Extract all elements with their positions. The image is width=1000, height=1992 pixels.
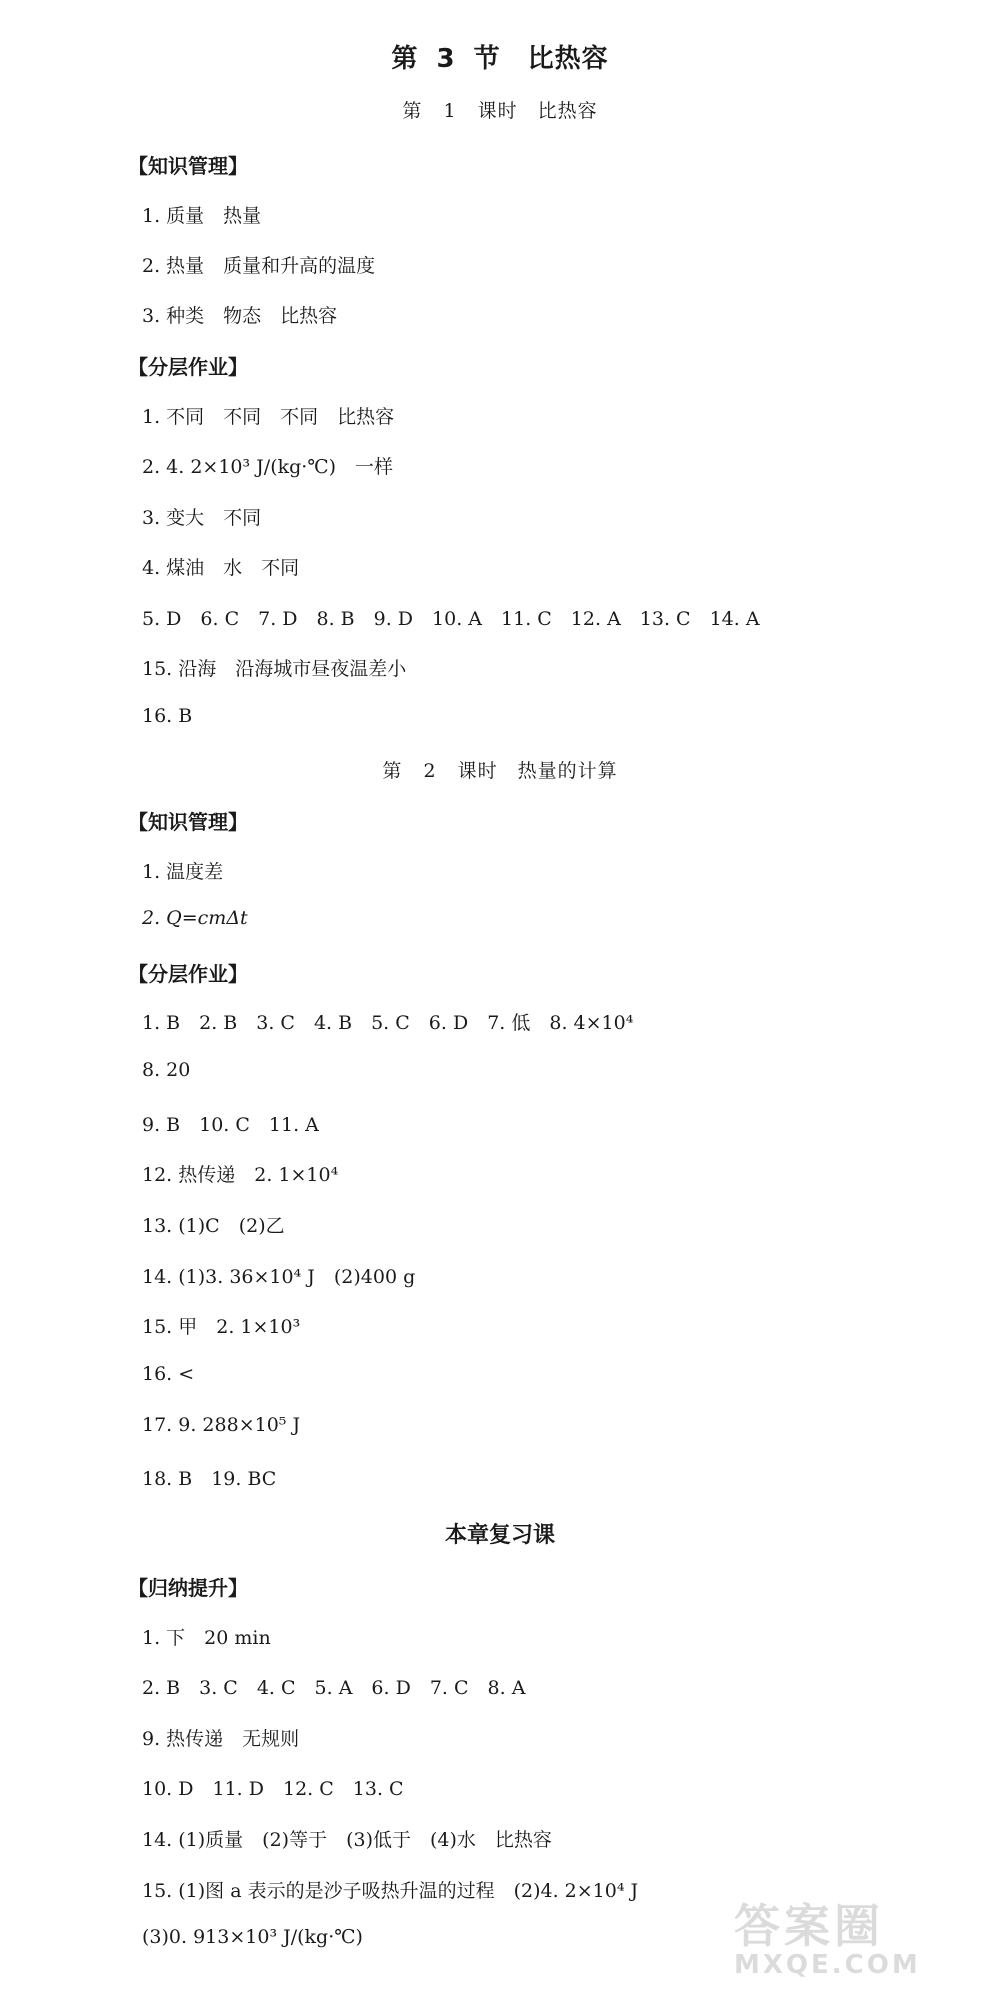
lesson-2-homework-item: 1. B 2. B 3. C 4. B 5. C 6. D 7. 低 8. 4×10⁴: [142, 1012, 634, 1034]
lesson-2-homework-item: 15. 甲 2. 1×10³: [142, 1316, 301, 1338]
lesson-2-title: 第 2 课时 热量的计算: [382, 760, 618, 782]
lesson-2-homework-item: 9. B 10. C 11. A: [142, 1114, 319, 1136]
lesson-2-homework-item: 17. 9. 288×10⁵ J: [142, 1414, 301, 1436]
review-item: 2. B 3. C 4. C 5. A 6. D 7. C 8. A: [142, 1677, 526, 1699]
site-watermark: [734, 1890, 964, 1982]
review-item: 9. 热传递 无规则: [142, 1728, 300, 1750]
lesson-1-title: 第 1 课时 比热容: [402, 100, 598, 122]
review-item: 1. 下 20 min: [142, 1627, 271, 1649]
review-item: (3)0. 913×10³ J/(kg·℃): [142, 1926, 363, 1948]
lesson-2-homework-item: 8. 20: [142, 1059, 191, 1081]
watermark-url: MXQE.COM: [734, 1950, 921, 1980]
watermark-logo-text: 答案圈: [734, 1899, 884, 1953]
review-summary-heading: 【归纳提升】: [128, 1576, 248, 1600]
lesson-2-homework-item: 18. B 19. BC: [142, 1468, 277, 1490]
lesson-1-knowledge-item: 2. 热量 质量和升高的温度: [142, 255, 376, 277]
lesson-2-homework-item: 12. 热传递 2. 1×10⁴: [142, 1164, 339, 1186]
lesson-1-knowledge-item: 3. 种类 物态 比热容: [142, 305, 338, 327]
lesson-1-knowledge-item: 1. 质量 热量: [142, 205, 262, 227]
lesson-1-homework-item: 3. 变大 不同: [142, 507, 262, 529]
lesson-2-homework-item: 13. (1)C (2)乙: [142, 1215, 285, 1237]
lesson-1-knowledge-heading: 【知识管理】: [128, 154, 248, 178]
chapter-review-title: 本章复习课: [444, 1523, 555, 1548]
lesson-2-homework-item: 14. (1)3. 36×10⁴ J (2)400 g: [142, 1266, 416, 1288]
lesson-1-homework-heading: 【分层作业】: [128, 355, 248, 379]
lesson-1-homework-item: 5. D 6. C 7. D 8. B 9. D 10. A 11. C 12. A 13. C 14. A: [142, 608, 760, 630]
lesson-2-knowledge-item: 1. 温度差: [142, 861, 224, 883]
lesson-1-homework-item: 2. 4. 2×10³ J/(kg·℃) 一样: [142, 456, 393, 478]
lesson-2-homework-item: 16. <: [142, 1363, 195, 1385]
lesson-1-homework-item: 1. 不同 不同 不同 比热容: [142, 406, 395, 428]
lesson-1-homework-item: 16. B: [142, 705, 193, 727]
lesson-2-knowledge-heading: 【知识管理】: [128, 810, 248, 834]
lesson-2-knowledge-item: 2. Q=cmΔt: [142, 907, 248, 929]
lesson-1-homework-item: 15. 沿海 沿海城市昼夜温差小: [142, 658, 407, 680]
lesson-2-homework-heading: 【分层作业】: [128, 962, 248, 986]
review-item: 10. D 11. D 12. C 13. C: [142, 1778, 404, 1800]
section-title: 第 3 节 比热容: [391, 44, 609, 74]
review-item: 14. (1)质量 (2)等于 (3)低于 (4)水 比热容: [142, 1829, 552, 1851]
lesson-1-homework-item: 4. 煤油 水 不同: [142, 557, 300, 579]
review-item: 15. (1)图 a 表示的是沙子吸热升温的过程 (2)4. 2×10⁴ J: [142, 1880, 639, 1902]
